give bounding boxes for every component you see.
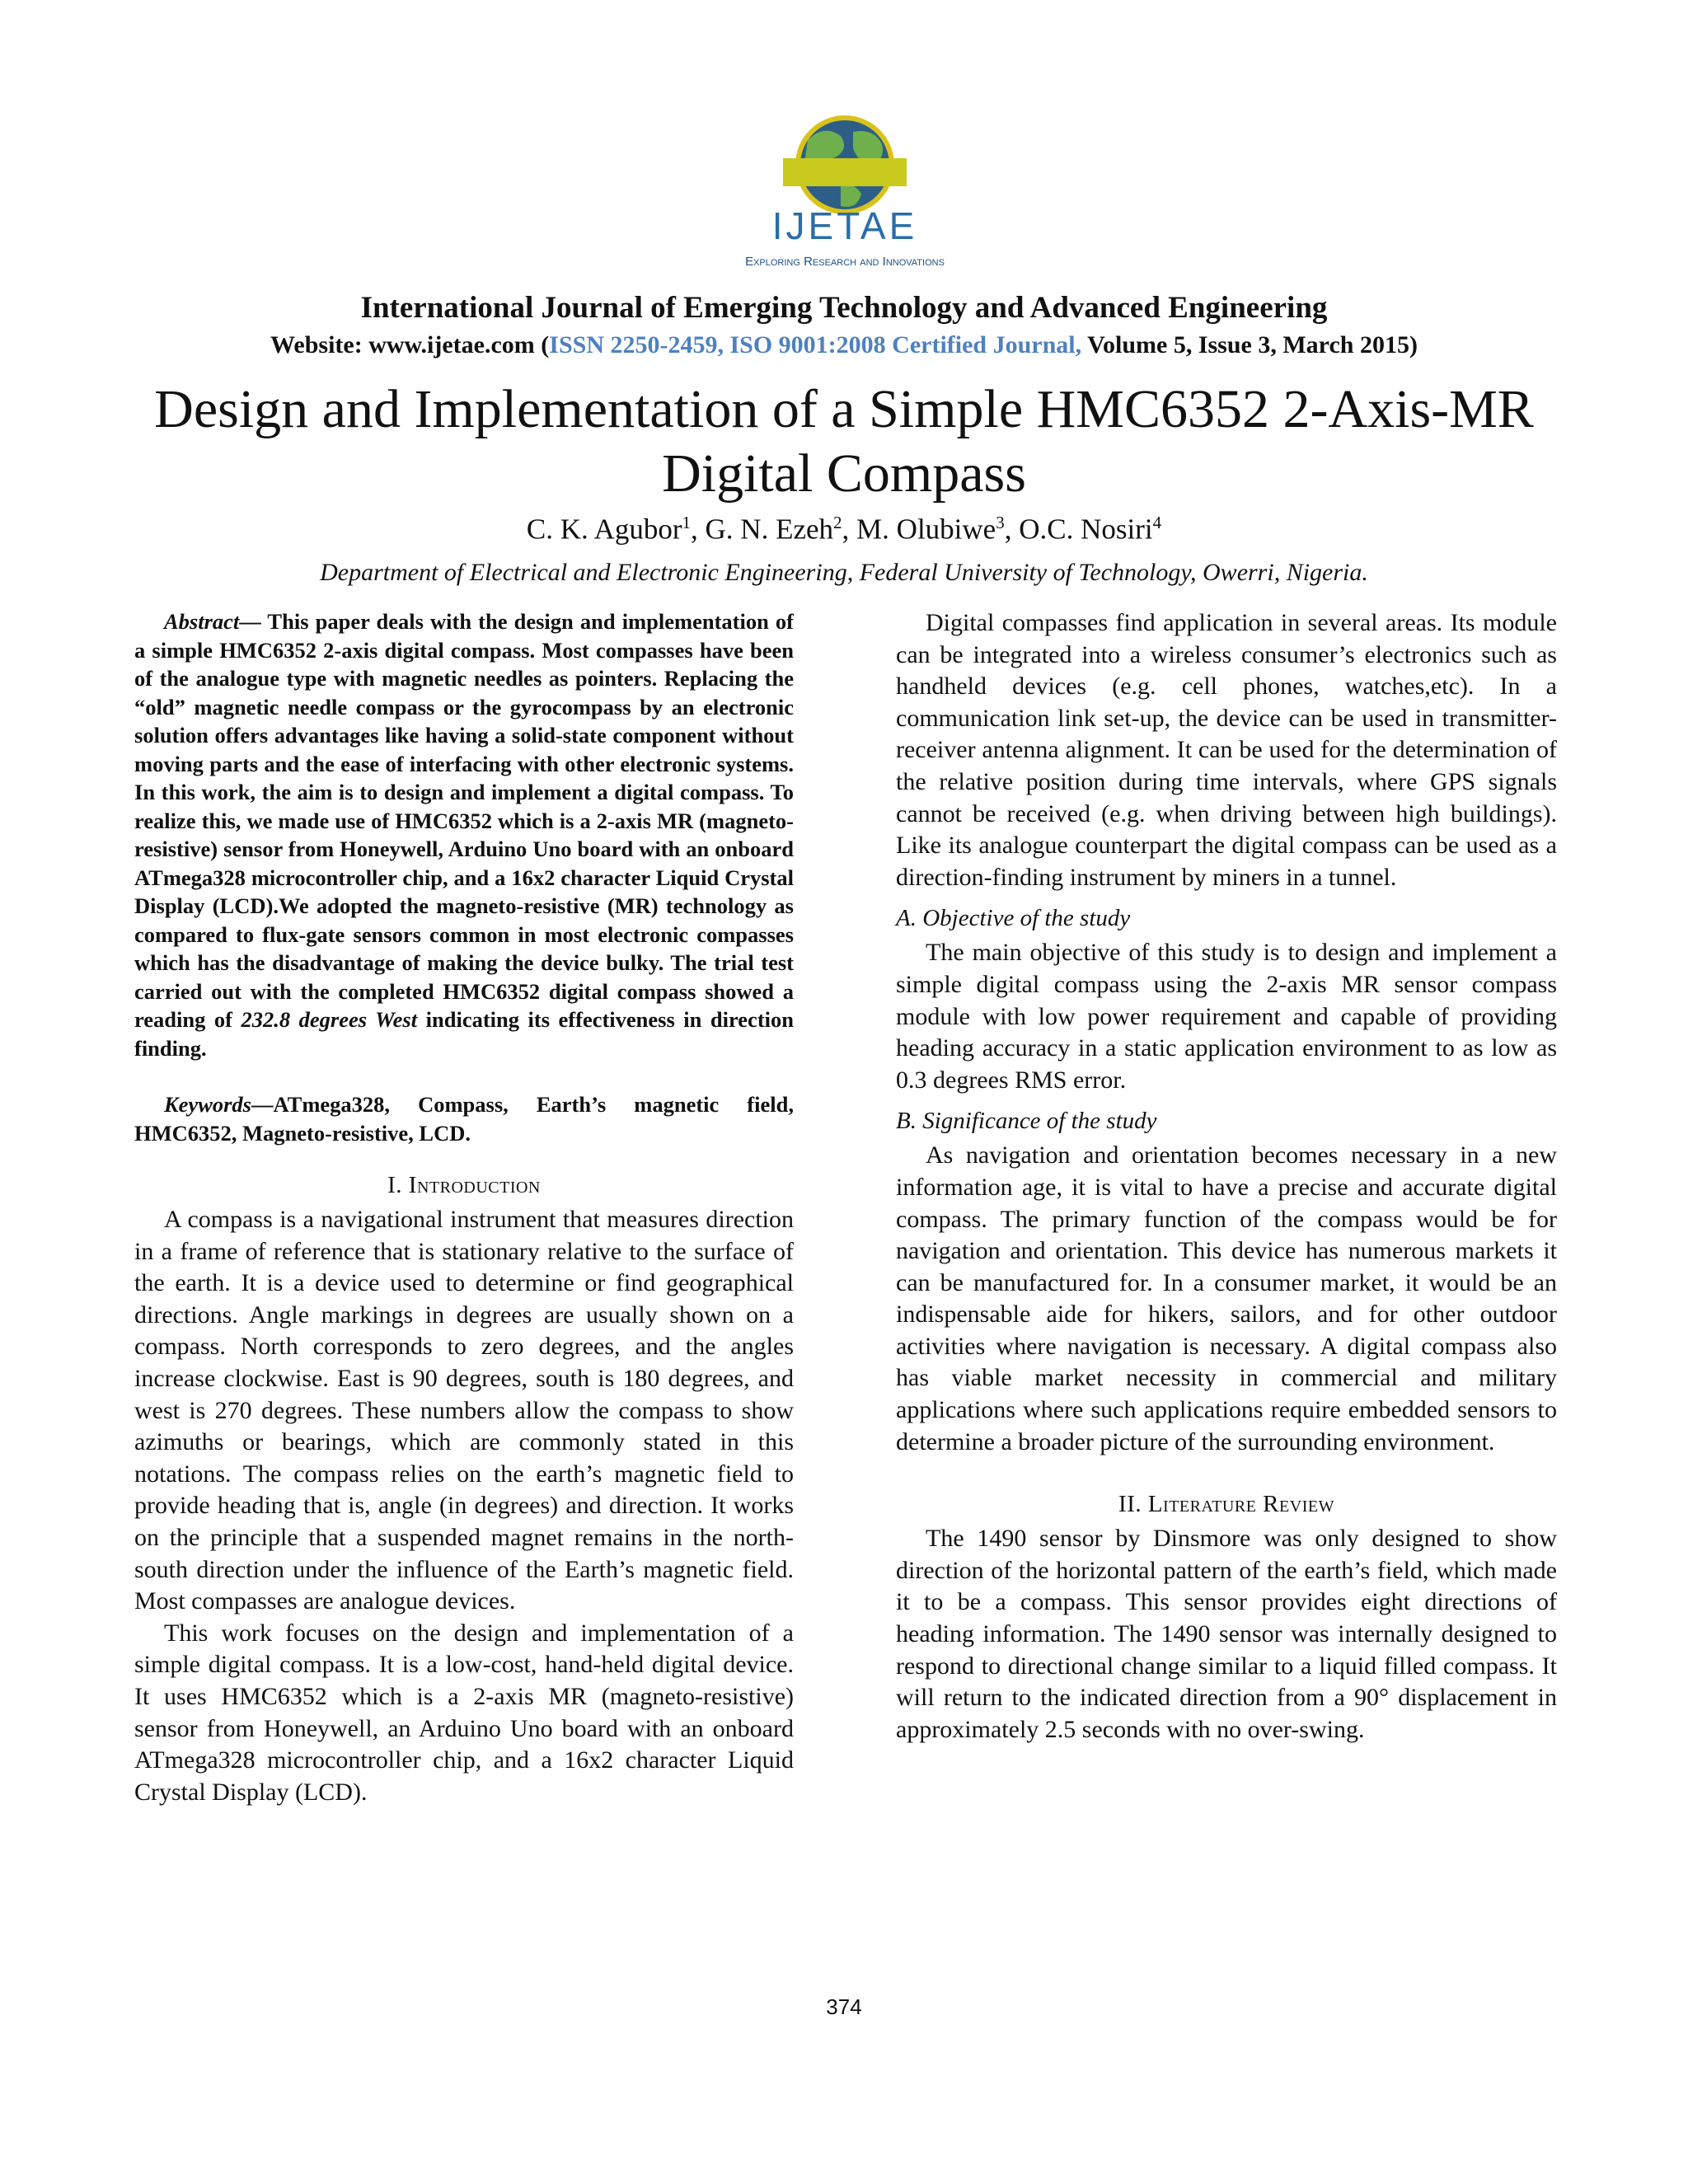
author-list: C. K. Agubor$^1$, G. N. Ezeh$^2$, M. Olubiwe$^3$, O.C. Nosiri$^4$ (526, 513, 1162, 546)
section-heading-literature-review: II. Literature Review (1118, 1491, 1334, 1518)
subsection-heading-significance: B. Significance of the study (896, 1108, 1157, 1135)
journal-website: Website: www.ijetae.com (ISSN 2250-2459, ISO 9001:2008 Certified Journal, Volume 5, Issue 3, March 2015) (270, 331, 1418, 359)
certification-text: ISSN 2250-2459, ISO 9001:2008 Certified Journal, (549, 331, 1082, 359)
page-number: 374 (826, 1994, 862, 2019)
right-column (896, 607, 1557, 1746)
left-column (134, 607, 794, 1808)
author: O.C. Nosiri (1019, 513, 1153, 546)
logo-wordmark: IJETAE (771, 204, 918, 247)
paper-title: Design and Implementation of a Simple HMC6352 2-Axis-MR Digital Compass (154, 379, 1534, 504)
subsection-heading-objective: A. Objective of the study (896, 905, 1131, 932)
intro-paragraph-2: This work focuses on the design and implementation of a simple digital compass. It is a low-cost, hand-held digital device. It uses HMC6352 which is a 2-axis MR (magneto-resistive) sensor from Honeywell, an Arduino Uno board with an onboard ATmega328 microcontroller chip, and a 16x2 character Liquid Crystal Display (LCD). (134, 1619, 794, 1806)
journal-logo (676, 107, 1014, 272)
keywords: Keywords—ATmega328, Compass, Earth’s magnetic field, HMC6352, Magneto-resistive, LCD. (134, 1092, 794, 1146)
section-heading-introduction: I. Introduction (387, 1172, 541, 1198)
author: M. Olubiwe (856, 513, 996, 546)
literature-paragraph: The 1490 sensor by Dinsmore was only designed to show direction of the horizontal pattern of the earth’s field, which made it to be a compass. This sensor provides eight directions of heading information. The 1490 sensor was internally designed to respond to directional change similar to a liquid filled compass. It will return to the indicated direction from a 90° displacement in approximately 2.5 seconds with no over-swing. (896, 1525, 1557, 1743)
abstract-label: Abstract (164, 609, 240, 634)
journal-name: International Journal of Emerging Technology and Advanced Engineering (360, 291, 1328, 325)
logo-tagline: Exploring Research and Innovations (745, 255, 945, 269)
logo-band (783, 158, 907, 186)
intro-paragraph-3: Digital compasses find application in several areas. Its module can be integrated into a wireless consumer’s electronics such as handheld devices (e.g. cell phones, watches,etc). In a communication link set-up, the device can be used in transmitter-receiver antenna alignment. It can be used for the determination of the relative position during time intervals, where GPS signals cannot be received (e.g. when driving between high buildings). Like its analogue counterpart the digital compass can be used as a direction-finding instrument by miners in a tunnel. (896, 609, 1557, 891)
significance-paragraph: As navigation and orientation becomes necessary in a new information age, it is vital to have a precise and accurate digital compass. The primary function of the compass would be for navigation and orientation. This device has numerous markets it can be manufactured for. In a consumer market, it would be an indispensable aide for hikers, sailors, and for other outdoor activities where navigation is necessary. A digital compass also has viable market necessity in commercial and military applications where such applications require embedded sensors to determine a broader picture of the surrounding environment. (896, 1141, 1557, 1455)
author: C. K. Agubor (526, 513, 682, 546)
intro-paragraph-1: A compass is a navigational instrument that measures direction in a frame of reference that is stationary relative to the surface of the earth. It is a device used to determine or find geographical directions. Angle markings in degrees are usually shown on a compass. North corresponds to zero degrees, and the angles increase clockwise. East is 90 degrees, south is 180 degrees, and west is 270 degrees. These numbers allow the compass to show azimuths or bearings, which are commonly stated in this notations. The compass relies on the earth’s magnetic field to provide heading that is, angle (in degrees) and direction. It works on the principle that a suspended magnet remains in the north-south direction under the influence of the Earth’s magnetic field. Most compasses are analogue devices. (134, 1206, 794, 1615)
abstract: Abstract— This paper deals with the design and implementation of a simple HMC6352 2-axis digital compass. Most compasses have been of the analogue type with magnetic needles as pointers. Replacing the “old” magnetic needle compass or the gyrocompass by an electronic solution offers advantages like having a solid-state component without moving parts and the ease of interfacing with other electronic systems. In this work, the aim is to design and implement a digital compass. To realize this, we made use of HMC6352 which is a 2-axis MR (magneto-resistive) sensor from Honeywell, Arduino Uno board with an onboard ATmega328 microcontroller chip, and a 16x2 character Liquid Crystal Display (LCD).We adopted the magneto-resistive (MR) technology as compared to flux-gate sensors common in most electronic compasses which has the disadvantage of making the device bulky. The trial test carried out with the completed HMC6352 digital compass showed a reading of 232.8 degrees West indicating its effectiveness in direction finding. (134, 609, 794, 1061)
author: G. N. Ezeh (705, 513, 834, 546)
affiliation: Department of Electrical and Electronic Engineering, Federal University of Technology, Owerri, Nigeria. (320, 559, 1368, 586)
objective-paragraph: The main objective of this study is to design and implement a simple digital compass using the 2-axis MR sensor compass module with low power requirement and capable of providing heading accuracy in a static application environment to as low as 0.3 degrees RMS error. (896, 939, 1557, 1094)
